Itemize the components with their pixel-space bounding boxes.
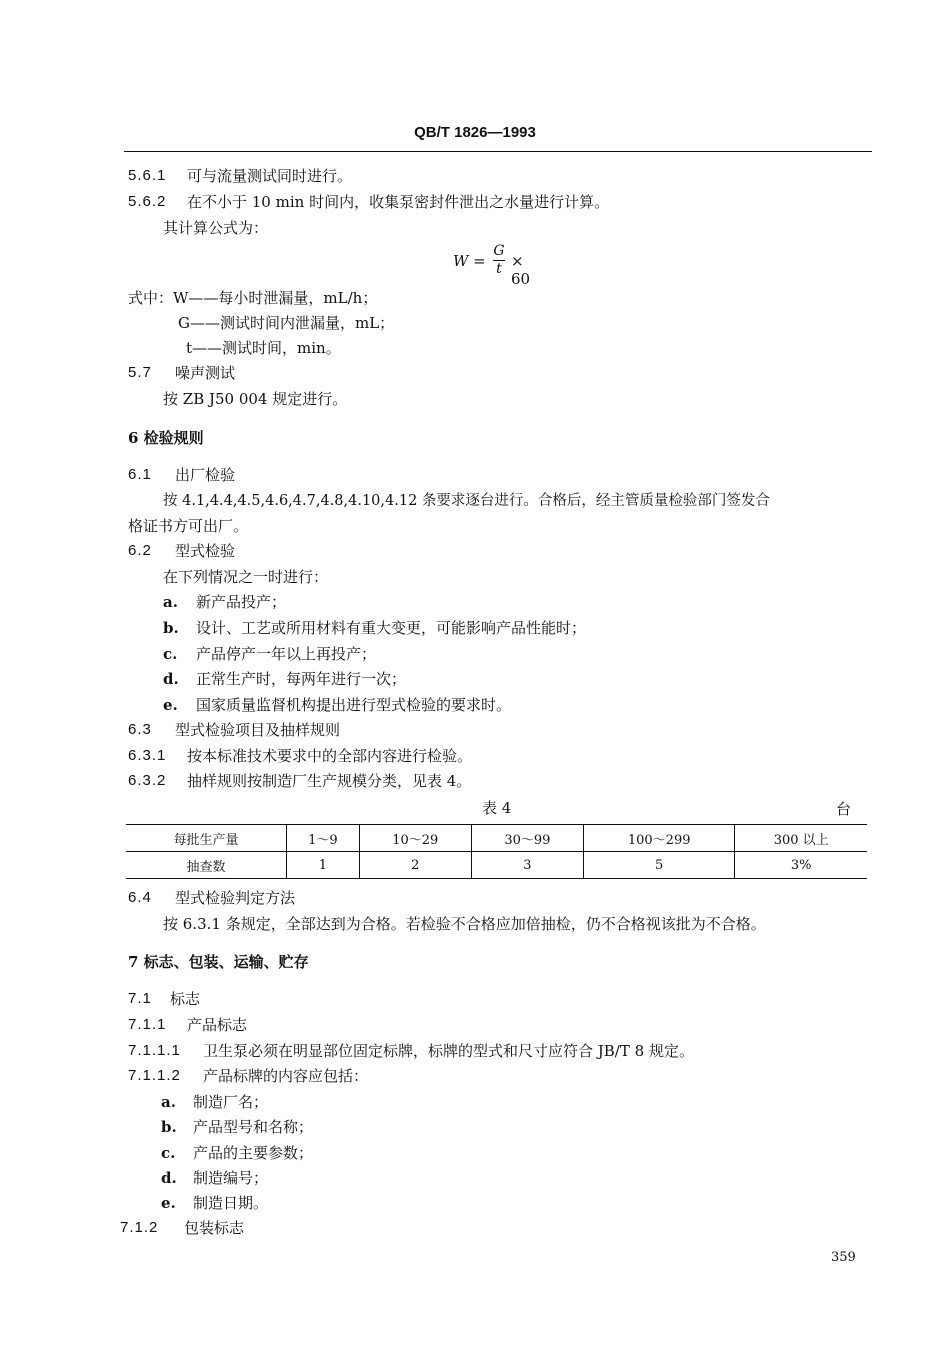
clause-number: 7.1.1 [128, 1016, 167, 1033]
table-cell: 3% [735, 852, 867, 879]
list-marker: a. [161, 1093, 176, 1111]
list-item: 设计、工艺或所用材料有重大变更，可能影响产品性能时； [196, 619, 587, 637]
table-row-label: 抽查数 [126, 852, 287, 879]
formula-equals: = [473, 252, 486, 270]
list-marker: d. [161, 1169, 177, 1187]
table-cell: 300 以上 [735, 825, 867, 852]
clause-number: 6.2 [128, 542, 152, 559]
list-marker: c. [163, 645, 178, 663]
clause-number: 7.1.1.2 [128, 1067, 181, 1084]
clause-number: 5.6.1 [128, 167, 167, 184]
table-cell: 30～99 [471, 825, 583, 852]
table-row [126, 825, 867, 852]
clause-text: 出厂检验 [175, 466, 236, 484]
list-marker: a. [163, 593, 178, 611]
clause-text: 噪声测试 [175, 364, 236, 382]
list-item: 国家质量监督机构提出进行型式检验的要求时。 [196, 696, 512, 714]
clause-text: 型式检验 [175, 542, 236, 560]
clause-text: 包装标志 [184, 1219, 245, 1237]
clause-number: 6.3 [128, 721, 152, 738]
table-row [126, 852, 867, 879]
clause-number: 5.6.2 [128, 193, 167, 210]
formula-multiplier: × 60 [511, 252, 531, 288]
clause-body: 按 ZB J50 004 规定进行。 [163, 390, 348, 408]
list-item: 制造编号； [193, 1169, 269, 1187]
formula-lhs: W [453, 252, 469, 270]
table-cell: 2 [359, 852, 471, 879]
clause-number: 7.1.2 [120, 1219, 159, 1236]
list-item: 制造日期。 [193, 1194, 269, 1212]
clause-text: 标志 [170, 990, 201, 1008]
clause-number: 7.1 [128, 990, 152, 1007]
formula-fraction [493, 244, 505, 277]
clause-text: 抽样规则按制造厂生产规模分类，见表 4。 [187, 772, 472, 790]
where-w: 式中：W——每小时泄漏量，mL/h； [128, 289, 378, 307]
table-cell: 100～299 [583, 825, 735, 852]
formula-numerator: G [493, 243, 505, 259]
header-rule [124, 151, 872, 152]
list-item: 产品型号和名称； [193, 1118, 314, 1136]
clause-text: 产品标牌的内容应包括： [203, 1067, 369, 1085]
clause-text: 卫生泵必须在明显部位固定标牌，标牌的型式和尺寸应符合 JB/T 8 规定。 [203, 1042, 694, 1060]
clause-text: 在不小于 10 min 时间内，收集泵密封件泄出之水量进行计算。 [187, 193, 610, 211]
clause-number: 6.3.1 [128, 747, 167, 764]
calc-intro: 其计算公式为： [163, 219, 269, 237]
table-cell: 1～9 [287, 825, 360, 852]
clause-text: 产品标志 [187, 1016, 248, 1034]
table-unit: 台 [836, 800, 852, 818]
section-heading: 6 检验规则 [128, 429, 204, 447]
clause-body: 按 4.1,4.4,4.5,4.6,4.7,4.8,4.10,4.12 条要求逐台进行。合格后，经主管质量检验部门签发合 [163, 493, 770, 509]
clause-number: 6.4 [128, 889, 152, 906]
table-cell: 5 [583, 852, 735, 879]
clause-number: 7.1.1.1 [128, 1042, 181, 1059]
page-number: 359 [831, 1250, 856, 1265]
clause-text: 型式检验判定方法 [175, 889, 296, 907]
table-caption: 表 4 [482, 799, 512, 817]
list-item: 制造厂名； [193, 1093, 269, 1111]
table-cell: 1 [287, 852, 360, 879]
list-item: 产品的主要参数； [193, 1144, 314, 1162]
clause-text: 按本标准技术要求中的全部内容进行检验。 [187, 747, 473, 765]
list-marker: d. [163, 670, 179, 688]
clause-number: 6.1 [128, 466, 152, 483]
sampling-table [126, 824, 867, 879]
list-marker: c. [161, 1144, 176, 1162]
list-marker: e. [161, 1194, 176, 1212]
list-marker: b. [163, 619, 179, 637]
clause-body: 格证书方可出厂。 [128, 517, 249, 535]
clause-number: 6.3.2 [128, 772, 167, 789]
table-cell: 3 [471, 852, 583, 879]
list-item: 产品停产一年以上再投产； [196, 645, 377, 663]
table-cell: 10～29 [359, 825, 471, 852]
where-g: G——测试时间内泄漏量，mL； [178, 314, 395, 332]
clause-text: 型式检验项目及抽样规则 [175, 721, 341, 739]
formula-denominator: t [496, 261, 502, 277]
where-t: t——测试时间，min。 [186, 339, 341, 357]
list-item: 新产品投产； [196, 593, 287, 611]
list-item: 正常生产时，每两年进行一次； [196, 670, 407, 688]
clause-body: 按 6.3.1 条规定，全部达到为合格。若检验不合格应加倍抽检，仍不合格视该批为不合格。 [163, 915, 766, 933]
clause-number: 5.7 [128, 364, 152, 381]
table-header-label: 每批生产量 [126, 825, 287, 852]
list-marker: b. [161, 1118, 177, 1136]
document-code-header: QB/T 1826—1993 [414, 124, 536, 141]
clause-body: 在下列情况之一时进行： [163, 568, 329, 586]
clause-text: 可与流量测试同时进行。 [187, 167, 353, 185]
list-marker: e. [163, 696, 178, 714]
section-heading: 7 标志、包装、运输、贮存 [128, 953, 309, 971]
